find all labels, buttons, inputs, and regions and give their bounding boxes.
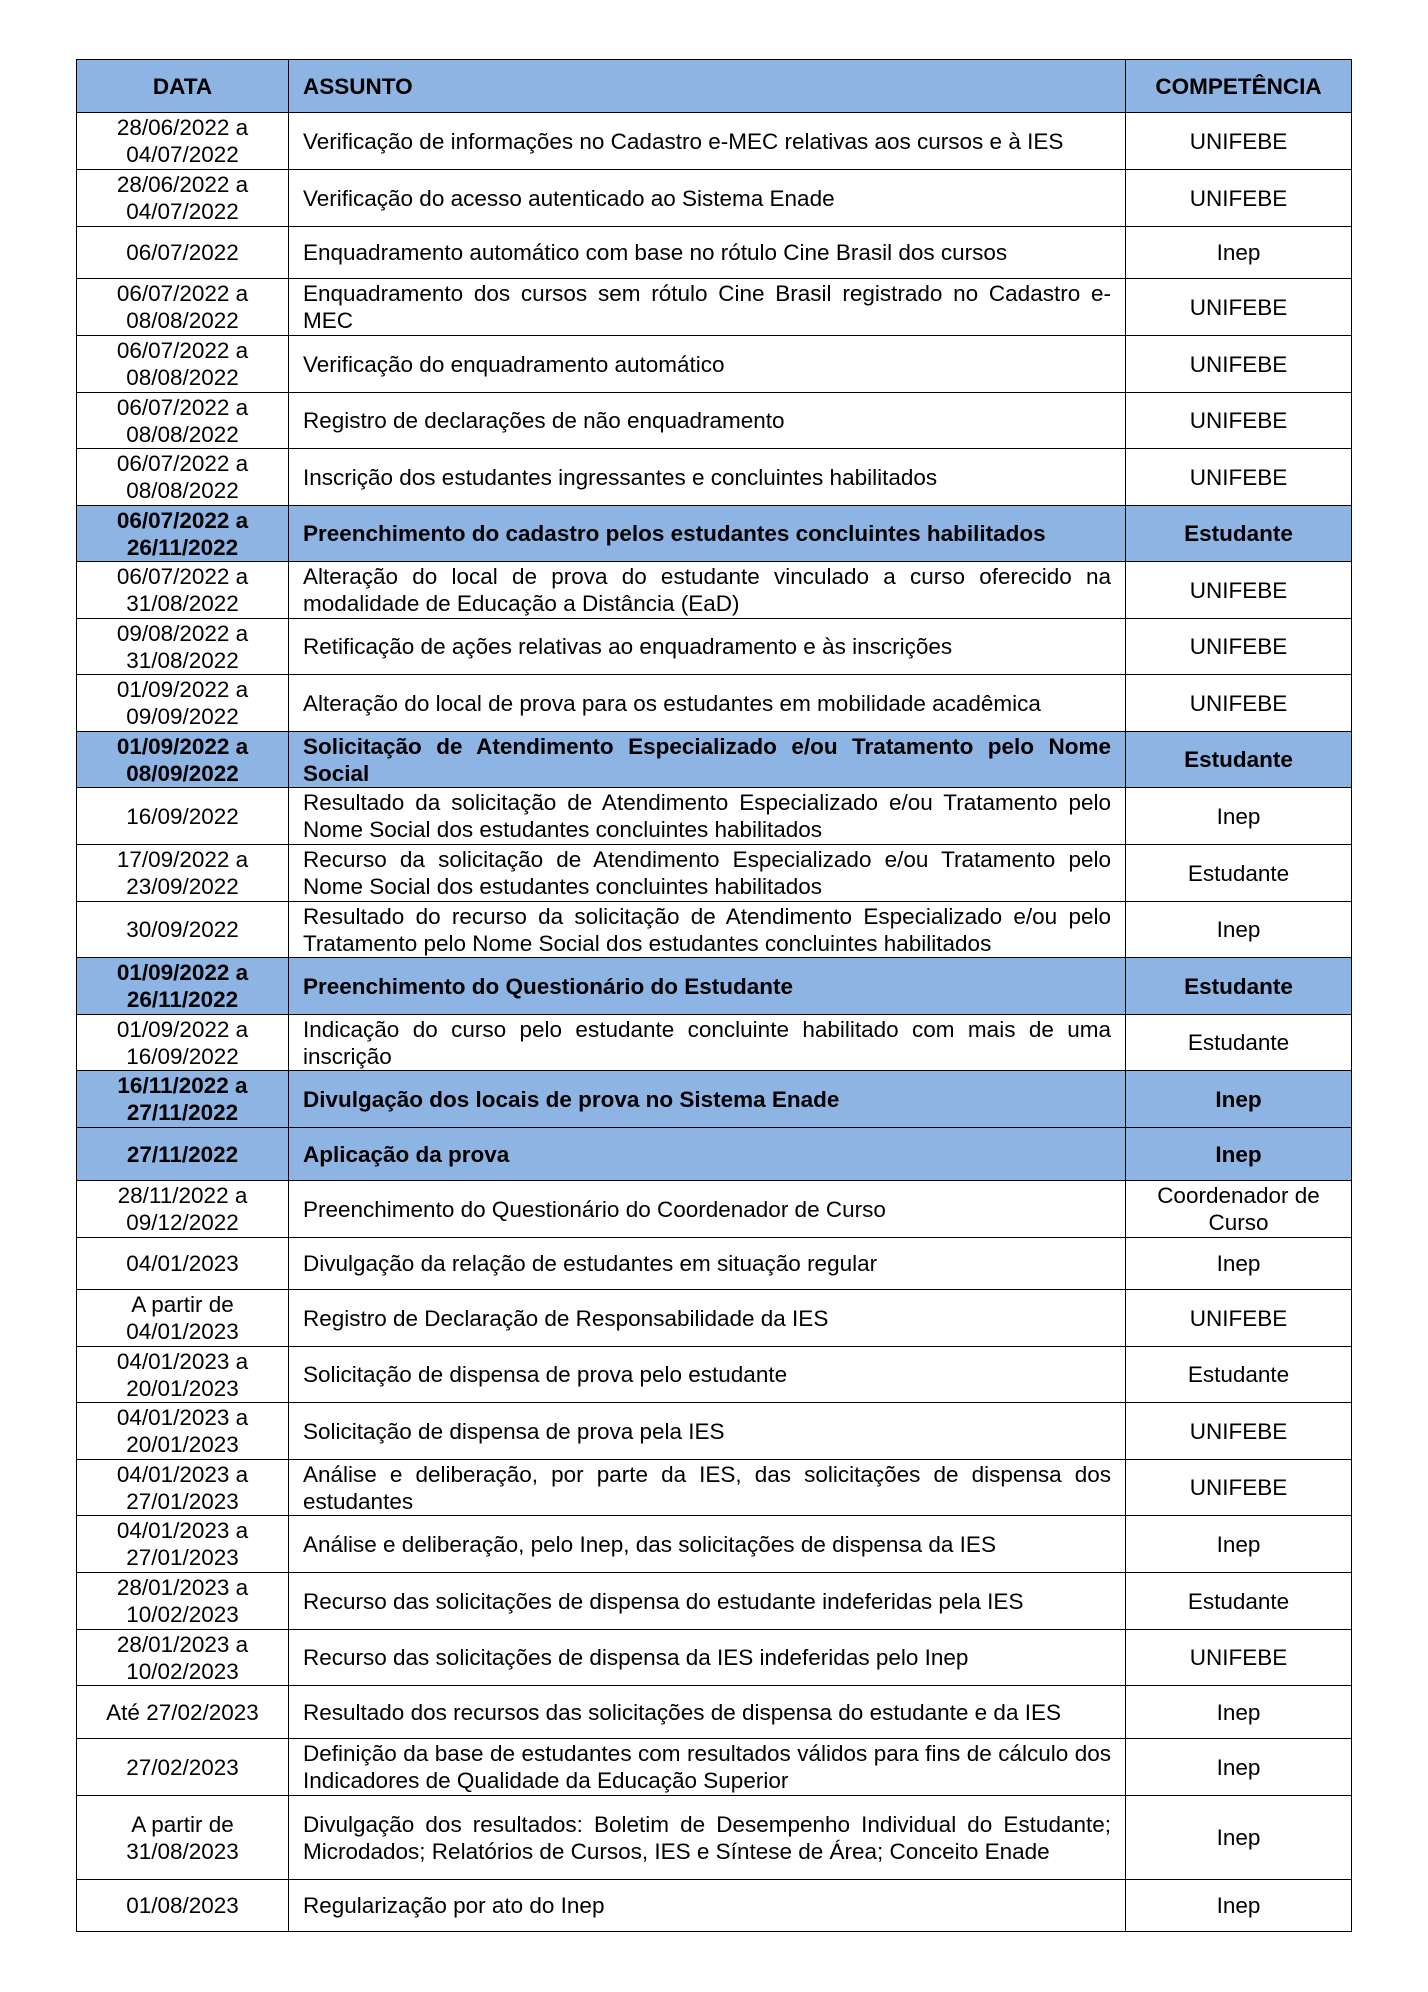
table-row <box>77 1290 1352 1347</box>
subject-cell: Recurso das solicitações de dispensa do estudante indeferidas pela IES <box>289 1573 1126 1630</box>
date-cell: 01/09/2022 a 16/09/2022 <box>77 1015 289 1071</box>
table-row <box>77 506 1352 562</box>
table-row <box>77 732 1352 788</box>
table-row <box>77 1739 1352 1796</box>
subject-cell: Retificação de ações relativas ao enquadramento e às inscrições <box>289 619 1126 675</box>
date-cell: 01/09/2022 a 08/09/2022 <box>77 732 289 788</box>
date-cell: A partir de 31/08/2023 <box>77 1796 289 1880</box>
date-cell: 06/07/2022 a 08/08/2022 <box>77 449 289 506</box>
table-row <box>77 1880 1352 1932</box>
table-row <box>77 562 1352 619</box>
competence-cell: UNIFEBE <box>1126 562 1352 619</box>
table-row <box>77 449 1352 506</box>
competence-cell: Inep <box>1126 1796 1352 1880</box>
subject-cell: Recurso das solicitações de dispensa da IES indeferidas pelo Inep <box>289 1630 1126 1686</box>
competence-cell: UNIFEBE <box>1126 113 1352 170</box>
competence-cell: UNIFEBE <box>1126 1290 1352 1347</box>
date-cell: 06/07/2022 a 08/08/2022 <box>77 393 289 449</box>
competence-cell: Estudante <box>1126 1573 1352 1630</box>
competence-cell: Inep <box>1126 1739 1352 1796</box>
date-cell: 04/01/2023 <box>77 1238 289 1290</box>
date-cell: 04/01/2023 a 20/01/2023 <box>77 1347 289 1403</box>
table-row <box>77 675 1352 732</box>
subject-cell: Preenchimento do cadastro pelos estudantes concluintes habilitados <box>289 506 1126 562</box>
table-row <box>77 845 1352 902</box>
subject-cell: Registro de Declaração de Responsabilidade da IES <box>289 1290 1126 1347</box>
table-row <box>77 1460 1352 1516</box>
competence-cell: Estudante <box>1126 1015 1352 1071</box>
table-row <box>77 279 1352 336</box>
competence-cell: UNIFEBE <box>1126 279 1352 336</box>
competence-cell: Inep <box>1126 1128 1352 1181</box>
table-row <box>77 902 1352 958</box>
header-competence: COMPETÊNCIA <box>1126 60 1352 113</box>
table-row <box>77 1015 1352 1071</box>
table-row <box>77 1181 1352 1238</box>
date-cell: 17/09/2022 a 23/09/2022 <box>77 845 289 902</box>
date-cell: 06/07/2022 a 08/08/2022 <box>77 279 289 336</box>
subject-cell: Registro de declarações de não enquadramento <box>289 393 1126 449</box>
date-cell: 28/06/2022 a 04/07/2022 <box>77 170 289 227</box>
subject-cell: Resultado do recurso da solicitação de Atendimento Especializado e/ou pelo Tratamento pelo Nome Social dos estudantes concluintes habilitados <box>289 902 1126 958</box>
subject-cell: Indicação do curso pelo estudante concluinte habilitado com mais de uma inscrição <box>289 1015 1126 1071</box>
competence-cell: UNIFEBE <box>1126 449 1352 506</box>
subject-cell: Regularização por ato do Inep <box>289 1880 1126 1932</box>
table-row <box>77 170 1352 227</box>
competence-cell: Inep <box>1126 227 1352 279</box>
table-header-row <box>77 60 1352 113</box>
subject-cell: Solicitação de dispensa de prova pela IES <box>289 1403 1126 1460</box>
date-cell: 06/07/2022 a 31/08/2022 <box>77 562 289 619</box>
competence-cell: UNIFEBE <box>1126 619 1352 675</box>
subject-cell: Resultado dos recursos das solicitações de dispensa do estudante e da IES <box>289 1686 1126 1739</box>
subject-cell: Solicitação de dispensa de prova pelo estudante <box>289 1347 1126 1403</box>
subject-cell: Enquadramento automático com base no rótulo Cine Brasil dos cursos <box>289 227 1126 279</box>
competence-cell: Inep <box>1126 1238 1352 1290</box>
table-row <box>77 1573 1352 1630</box>
competence-cell: Estudante <box>1126 732 1352 788</box>
subject-cell: Inscrição dos estudantes ingressantes e concluintes habilitados <box>289 449 1126 506</box>
competence-cell: UNIFEBE <box>1126 170 1352 227</box>
date-cell: Até 27/02/2023 <box>77 1686 289 1739</box>
subject-cell: Definição da base de estudantes com resultados válidos para fins de cálculo dos Indicadores de Qualidade da Educação Superior <box>289 1739 1126 1796</box>
subject-cell: Verificação do enquadramento automático <box>289 336 1126 393</box>
table-row <box>77 1516 1352 1573</box>
table-row <box>77 788 1352 845</box>
table-row <box>77 1238 1352 1290</box>
table-row <box>77 1071 1352 1128</box>
date-cell: 16/11/2022 a 27/11/2022 <box>77 1071 289 1128</box>
date-cell: 30/09/2022 <box>77 902 289 958</box>
competence-cell: UNIFEBE <box>1126 675 1352 732</box>
table-row <box>77 619 1352 675</box>
competence-cell: UNIFEBE <box>1126 393 1352 449</box>
competence-cell: Inep <box>1126 1686 1352 1739</box>
date-cell: 01/09/2022 a 09/09/2022 <box>77 675 289 732</box>
table-row <box>77 1128 1352 1181</box>
competence-cell: Inep <box>1126 902 1352 958</box>
table-row <box>77 1403 1352 1460</box>
subject-cell: Preenchimento do Questionário do Estudante <box>289 958 1126 1015</box>
competence-cell: UNIFEBE <box>1126 1403 1352 1460</box>
date-cell: 16/09/2022 <box>77 788 289 845</box>
competence-cell: Estudante <box>1126 1347 1352 1403</box>
subject-cell: Alteração do local de prova para os estudantes em mobilidade acadêmica <box>289 675 1126 732</box>
subject-cell: Alteração do local de prova do estudante vinculado a curso oferecido na modalidade de Educação a Distância (EaD) <box>289 562 1126 619</box>
table-row <box>77 113 1352 170</box>
subject-cell: Recurso da solicitação de Atendimento Especializado e/ou Tratamento pelo Nome Social dos estudantes concluintes habilitados <box>289 845 1126 902</box>
subject-cell: Resultado da solicitação de Atendimento Especializado e/ou Tratamento pelo Nome Social dos estudantes concluintes habilitados <box>289 788 1126 845</box>
header-date: DATA <box>77 60 289 113</box>
competence-cell: Inep <box>1126 788 1352 845</box>
subject-cell: Solicitação de Atendimento Especializado e/ou Tratamento pelo Nome Social <box>289 732 1126 788</box>
subject-cell: Análise e deliberação, pelo Inep, das solicitações de dispensa da IES <box>289 1516 1126 1573</box>
date-cell: 01/08/2023 <box>77 1880 289 1932</box>
table-row <box>77 1796 1352 1880</box>
date-cell: 04/01/2023 a 20/01/2023 <box>77 1403 289 1460</box>
competence-cell: Inep <box>1126 1516 1352 1573</box>
subject-cell: Aplicação da prova <box>289 1128 1126 1181</box>
date-cell: 27/02/2023 <box>77 1739 289 1796</box>
table-body <box>77 113 1352 1932</box>
date-cell: 27/11/2022 <box>77 1128 289 1181</box>
competence-cell: UNIFEBE <box>1126 336 1352 393</box>
date-cell: 06/07/2022 a 26/11/2022 <box>77 506 289 562</box>
table-row <box>77 393 1352 449</box>
date-cell: 04/01/2023 a 27/01/2023 <box>77 1516 289 1573</box>
schedule-table <box>76 59 1352 1932</box>
subject-cell: Divulgação da relação de estudantes em situação regular <box>289 1238 1126 1290</box>
date-cell: 28/06/2022 a 04/07/2022 <box>77 113 289 170</box>
table-row <box>77 227 1352 279</box>
competence-cell: UNIFEBE <box>1126 1630 1352 1686</box>
date-cell: 28/01/2023 a 10/02/2023 <box>77 1573 289 1630</box>
date-cell: 04/01/2023 a 27/01/2023 <box>77 1460 289 1516</box>
competence-cell: Coordenador de Curso <box>1126 1181 1352 1238</box>
subject-cell: Divulgação dos resultados: Boletim de Desempenho Individual do Estudante; Microdados; Relatórios de Cursos, IES e Síntese de Área; Conceito Enade <box>289 1796 1126 1880</box>
date-cell: 06/07/2022 <box>77 227 289 279</box>
subject-cell: Análise e deliberação, por parte da IES, das solicitações de dispensa dos estudantes <box>289 1460 1126 1516</box>
competence-cell: Estudante <box>1126 958 1352 1015</box>
subject-cell: Verificação do acesso autenticado ao Sistema Enade <box>289 170 1126 227</box>
competence-cell: Estudante <box>1126 506 1352 562</box>
competence-cell: Inep <box>1126 1880 1352 1932</box>
table-row <box>77 1347 1352 1403</box>
date-cell: 06/07/2022 a 08/08/2022 <box>77 336 289 393</box>
competence-cell: Inep <box>1126 1071 1352 1128</box>
header-subject: ASSUNTO <box>289 60 1126 113</box>
subject-cell: Divulgação dos locais de prova no Sistema Enade <box>289 1071 1126 1128</box>
competence-cell: UNIFEBE <box>1126 1460 1352 1516</box>
date-cell: 09/08/2022 a 31/08/2022 <box>77 619 289 675</box>
date-cell: A partir de 04/01/2023 <box>77 1290 289 1347</box>
table-row <box>77 1686 1352 1739</box>
date-cell: 28/11/2022 a 09/12/2022 <box>77 1181 289 1238</box>
date-cell: 01/09/2022 a 26/11/2022 <box>77 958 289 1015</box>
subject-cell: Preenchimento do Questionário do Coordenador de Curso <box>289 1181 1126 1238</box>
table-row <box>77 958 1352 1015</box>
table-row <box>77 336 1352 393</box>
date-cell: 28/01/2023 a 10/02/2023 <box>77 1630 289 1686</box>
subject-cell: Enquadramento dos cursos sem rótulo Cine Brasil registrado no Cadastro e-MEC <box>289 279 1126 336</box>
table-row <box>77 1630 1352 1686</box>
competence-cell: Estudante <box>1126 845 1352 902</box>
subject-cell: Verificação de informações no Cadastro e-MEC relativas aos cursos e à IES <box>289 113 1126 170</box>
